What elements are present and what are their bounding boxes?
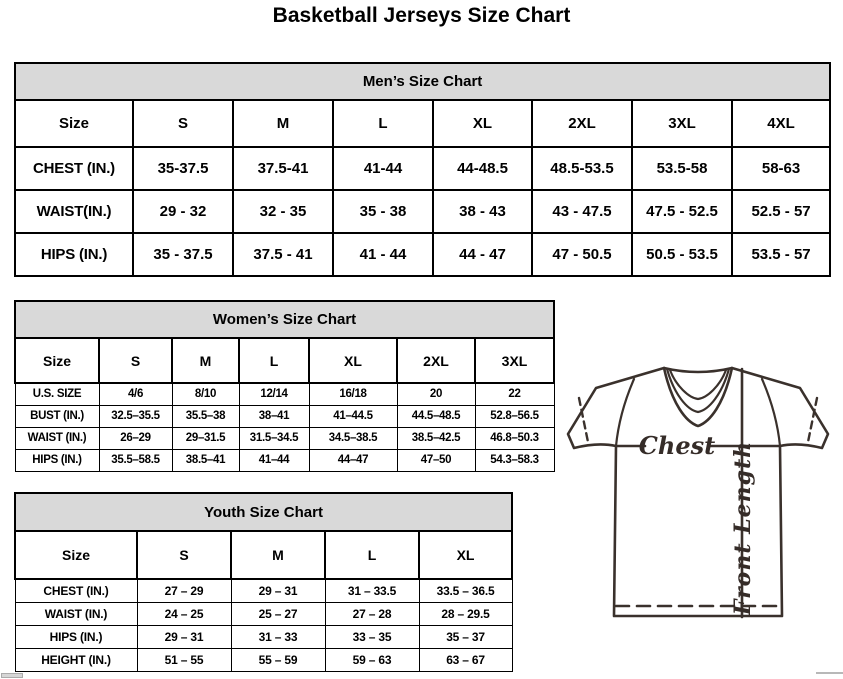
youth-column-header: L — [325, 531, 419, 579]
mens-column-header: 2XL — [532, 100, 632, 147]
youth-column-header: M — [231, 531, 325, 579]
page-title: Basketball Jerseys Size Chart — [272, 4, 571, 27]
mens-row-label: HIPS (IN.) — [15, 233, 133, 276]
womens-size-value: 44.5–48.5 — [397, 405, 475, 427]
mens-measurement-row — [15, 190, 830, 233]
womens-size-value: 4/6 — [99, 383, 172, 405]
mens-size-value: 43 - 47.5 — [532, 190, 632, 233]
mens-size-value: 32 - 35 — [233, 190, 333, 233]
jersey-outline — [568, 368, 828, 616]
youth-size-value: 31 – 33.5 — [325, 579, 419, 602]
mens-size-table — [14, 62, 831, 277]
womens-measurement-row — [15, 449, 554, 471]
youth-row-label: WAIST (IN.) — [15, 602, 137, 625]
youth-size-value: 28 – 29.5 — [419, 602, 512, 625]
youth-column-header: S — [137, 531, 231, 579]
mens-size-value: 37.5-41 — [233, 147, 333, 190]
youth-row-label: HIPS (IN.) — [15, 625, 137, 648]
youth-column-header: XL — [419, 531, 512, 579]
mens-size-value: 52.5 - 57 — [732, 190, 830, 233]
jersey-measurement-diagram — [560, 358, 840, 634]
womens-column-header: S — [99, 338, 172, 383]
youth-size-value: 35 – 37 — [419, 625, 512, 648]
womens-column-header: XL — [309, 338, 397, 383]
womens-measurement-row — [15, 405, 554, 427]
womens-table-title: Women’s Size Chart — [15, 301, 554, 338]
womens-size-table — [14, 300, 555, 472]
womens-size-value: 32.5–35.5 — [99, 405, 172, 427]
mens-size-value: 37.5 - 41 — [233, 233, 333, 276]
womens-size-value: 52.8–56.5 — [475, 405, 554, 427]
mens-size-value: 29 - 32 — [133, 190, 233, 233]
youth-size-value: 24 – 25 — [137, 602, 231, 625]
womens-column-header: 2XL — [397, 338, 475, 383]
womens-size-value: 8/10 — [172, 383, 239, 405]
womens-size-value: 16/18 — [309, 383, 397, 405]
womens-size-value: 12/14 — [239, 383, 309, 405]
mens-measurement-row — [15, 147, 830, 190]
womens-size-value: 41–44 — [239, 449, 309, 471]
mens-size-value: 58-63 — [732, 147, 830, 190]
mens-size-value: 41 - 44 — [333, 233, 433, 276]
youth-size-value: 29 – 31 — [231, 579, 325, 602]
womens-size-value: 38–41 — [239, 405, 309, 427]
youth-size-value: 31 – 33 — [231, 625, 325, 648]
mens-size-value: 44 - 47 — [433, 233, 532, 276]
mens-column-header: 4XL — [732, 100, 830, 147]
mens-row-label: CHEST (IN.) — [15, 147, 133, 190]
womens-size-value: 47–50 — [397, 449, 475, 471]
mens-size-value: 48.5-53.5 — [532, 147, 632, 190]
womens-size-value: 44–47 — [309, 449, 397, 471]
mens-column-header: S — [133, 100, 233, 147]
womens-row-label: BUST (IN.) — [15, 405, 99, 427]
mens-table-title: Men’s Size Chart — [15, 63, 830, 100]
mens-size-value: 53.5-58 — [632, 147, 732, 190]
womens-measurement-row — [15, 383, 554, 405]
youth-size-value: 27 – 29 — [137, 579, 231, 602]
womens-size-value: 38.5–41 — [172, 449, 239, 471]
mens-column-header: L — [333, 100, 433, 147]
mens-size-value: 35-37.5 — [133, 147, 233, 190]
youth-column-header: Size — [15, 531, 137, 579]
mens-size-value: 38 - 43 — [433, 190, 532, 233]
jersey-diagram-svg — [560, 358, 840, 634]
womens-column-header: Size — [15, 338, 99, 383]
mens-size-value: 47.5 - 52.5 — [632, 190, 732, 233]
youth-size-value: 27 – 28 — [325, 602, 419, 625]
womens-size-value: 38.5–42.5 — [397, 427, 475, 449]
mens-size-value: 44-48.5 — [433, 147, 532, 190]
mens-column-header: M — [233, 100, 333, 147]
mens-size-value: 35 - 37.5 — [133, 233, 233, 276]
womens-size-value: 41–44.5 — [309, 405, 397, 427]
youth-measurement-row — [15, 602, 512, 625]
womens-size-value: 29–31.5 — [172, 427, 239, 449]
front-length-label: Front Length — [730, 440, 756, 616]
youth-size-value: 33 – 35 — [325, 625, 419, 648]
youth-measurement-row — [15, 579, 512, 602]
mens-size-value: 41-44 — [333, 147, 433, 190]
youth-size-value: 51 – 55 — [137, 648, 231, 671]
womens-size-value: 31.5–34.5 — [239, 427, 309, 449]
womens-column-header: L — [239, 338, 309, 383]
womens-row-label: U.S. SIZE — [15, 383, 99, 405]
youth-size-value: 25 – 27 — [231, 602, 325, 625]
youth-size-value: 29 – 31 — [137, 625, 231, 648]
womens-size-value: 34.5–38.5 — [309, 427, 397, 449]
mens-column-header: Size — [15, 100, 133, 147]
womens-size-value: 54.3–58.3 — [475, 449, 554, 471]
womens-row-label: WAIST (IN.) — [15, 427, 99, 449]
youth-size-table — [14, 492, 513, 672]
chest-label: Chest — [638, 431, 716, 460]
horizontal-scrollbar-left-button[interactable] — [1, 673, 23, 678]
womens-size-value: 35.5–58.5 — [99, 449, 172, 471]
youth-size-value: 59 – 63 — [325, 648, 419, 671]
mens-size-value: 35 - 38 — [333, 190, 433, 233]
womens-size-value: 22 — [475, 383, 554, 405]
womens-size-value: 35.5–38 — [172, 405, 239, 427]
mens-column-header: XL — [433, 100, 532, 147]
womens-size-value: 20 — [397, 383, 475, 405]
youth-size-value: 55 – 59 — [231, 648, 325, 671]
mens-column-header: 3XL — [632, 100, 732, 147]
mens-size-value: 53.5 - 57 — [732, 233, 830, 276]
mens-size-value: 50.5 - 53.5 — [632, 233, 732, 276]
youth-row-label: HEIGHT (IN.) — [15, 648, 137, 671]
womens-size-value: 26–29 — [99, 427, 172, 449]
womens-column-header: M — [172, 338, 239, 383]
mens-measurement-row — [15, 233, 830, 276]
vertical-scrollbar-fragment[interactable] — [816, 672, 843, 674]
womens-measurement-row — [15, 427, 554, 449]
mens-size-value: 47 - 50.5 — [532, 233, 632, 276]
youth-measurement-row — [15, 648, 512, 671]
womens-column-header: 3XL — [475, 338, 554, 383]
youth-row-label: CHEST (IN.) — [15, 579, 137, 602]
youth-table-title: Youth Size Chart — [15, 493, 512, 531]
youth-size-value: 63 – 67 — [419, 648, 512, 671]
mens-row-label: WAIST(IN.) — [15, 190, 133, 233]
womens-row-label: HIPS (IN.) — [15, 449, 99, 471]
youth-size-value: 33.5 – 36.5 — [419, 579, 512, 602]
youth-measurement-row — [15, 625, 512, 648]
womens-size-value: 46.8–50.3 — [475, 427, 554, 449]
